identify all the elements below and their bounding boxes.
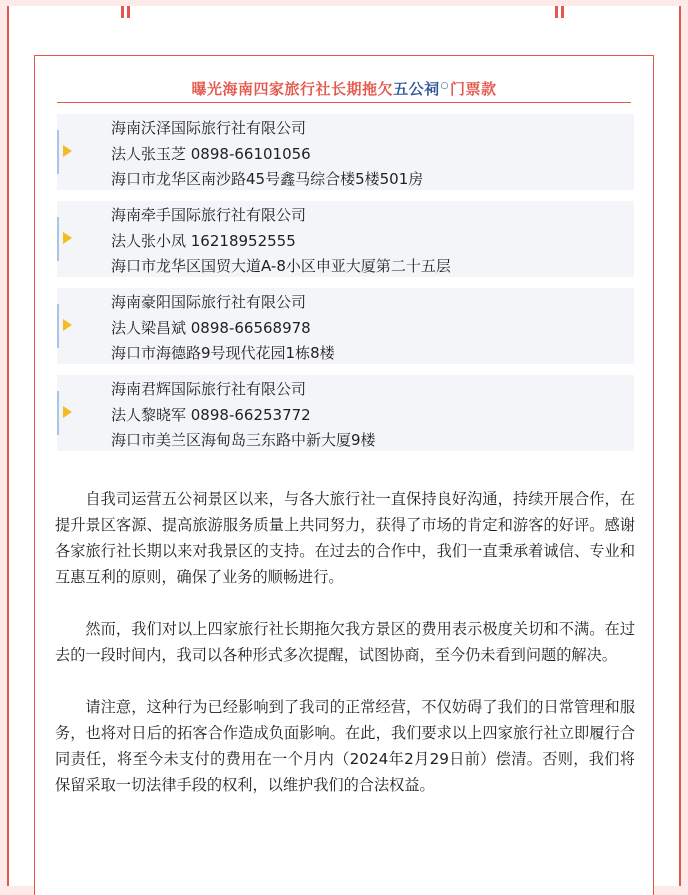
company-card [57, 201, 634, 277]
company-name: 海南牵手国际旅行社有限公司 [111, 206, 307, 224]
company-address: 海口市龙华区国贸大道A-8小区申亚大厦第二十五层 [111, 257, 451, 275]
title-divider [57, 102, 631, 103]
notice-box [34, 55, 654, 895]
card-accent-bar [57, 304, 59, 348]
triangle-bullet-icon [63, 145, 72, 157]
body-paragraph: 自我司运营五公祠景区以来，与各大旅行社一直保持良好沟通，持续开展合作，在提升景区客源、提高旅游服务质量上共同努力，获得了市场的肯定和游客的好评。感谢各家旅行社长期以来对我景区的支持。在过去的合作中，我们一直秉承着诚信、专业和互惠互利的原则，确保了业务的顺畅进行。 [55, 490, 635, 586]
notice-title [35, 78, 653, 99]
frame-ornament-right-2 [561, 6, 564, 18]
triangle-bullet-icon [63, 319, 72, 331]
title-text-start: 曝光海南四家旅行社长期拖欠 [191, 80, 394, 98]
company-legal-rep: 法人梁昌斌 0898-66568978 [111, 318, 311, 337]
body-paragraph: 请注意，这种行为已经影响到了我司的正常经营，不仅妨碍了我们的日常管理和服务，也将对日后的拓客合作造成负面影响。在此，我们要求以上四家旅行社立即履行合同责任，将至今未支付的费用在一个月内（2024年2月29日前）偿清。否则，我们将保留采取一切法律手段的权利，以维护我们的合法权益。 [55, 698, 635, 794]
company-card [57, 288, 634, 364]
body-paragraph: 然而，我们对以上四家旅行社长期拖欠我方景区的费用表示极度关切和不满。在过去的一段时间内，我司以各种形式多次提醒，试图协商，至今仍未看到问题的解决。 [55, 620, 635, 664]
card-accent-bar [57, 217, 59, 261]
company-legal-rep: 法人张玉芝 0898-66101056 [111, 144, 311, 163]
company-list [57, 114, 634, 462]
company-name: 海南沃泽国际旅行社有限公司 [111, 119, 307, 137]
title-search-link[interactable]: 五公祠 [393, 80, 440, 98]
company-name: 海南豪阳国际旅行社有限公司 [111, 293, 307, 311]
frame-ornament-right [555, 6, 558, 18]
search-icon[interactable]: ○ [440, 81, 449, 91]
triangle-bullet-icon [63, 232, 72, 244]
company-card [57, 375, 634, 451]
card-accent-bar [57, 391, 59, 435]
triangle-bullet-icon [63, 406, 72, 418]
company-card [57, 114, 634, 190]
company-legal-rep: 法人张小凤 16218952555 [111, 231, 296, 250]
title-text-end: 门票款 [449, 80, 497, 98]
card-accent-bar [57, 130, 59, 174]
company-legal-rep: 法人黎晓军 0898-66253772 [111, 405, 311, 424]
frame-ornament-left [121, 6, 124, 18]
company-address: 海口市美兰区海甸岛三东路中新大厦9楼 [111, 431, 376, 449]
company-name: 海南君辉国际旅行社有限公司 [111, 380, 307, 398]
company-address: 海口市海德路9号现代花园1栋8楼 [111, 344, 335, 362]
company-address: 海口市龙华区南沙路45号鑫马综合楼5楼501房 [111, 170, 424, 188]
notice-body [55, 486, 635, 824]
frame-ornament-left-2 [127, 6, 130, 18]
